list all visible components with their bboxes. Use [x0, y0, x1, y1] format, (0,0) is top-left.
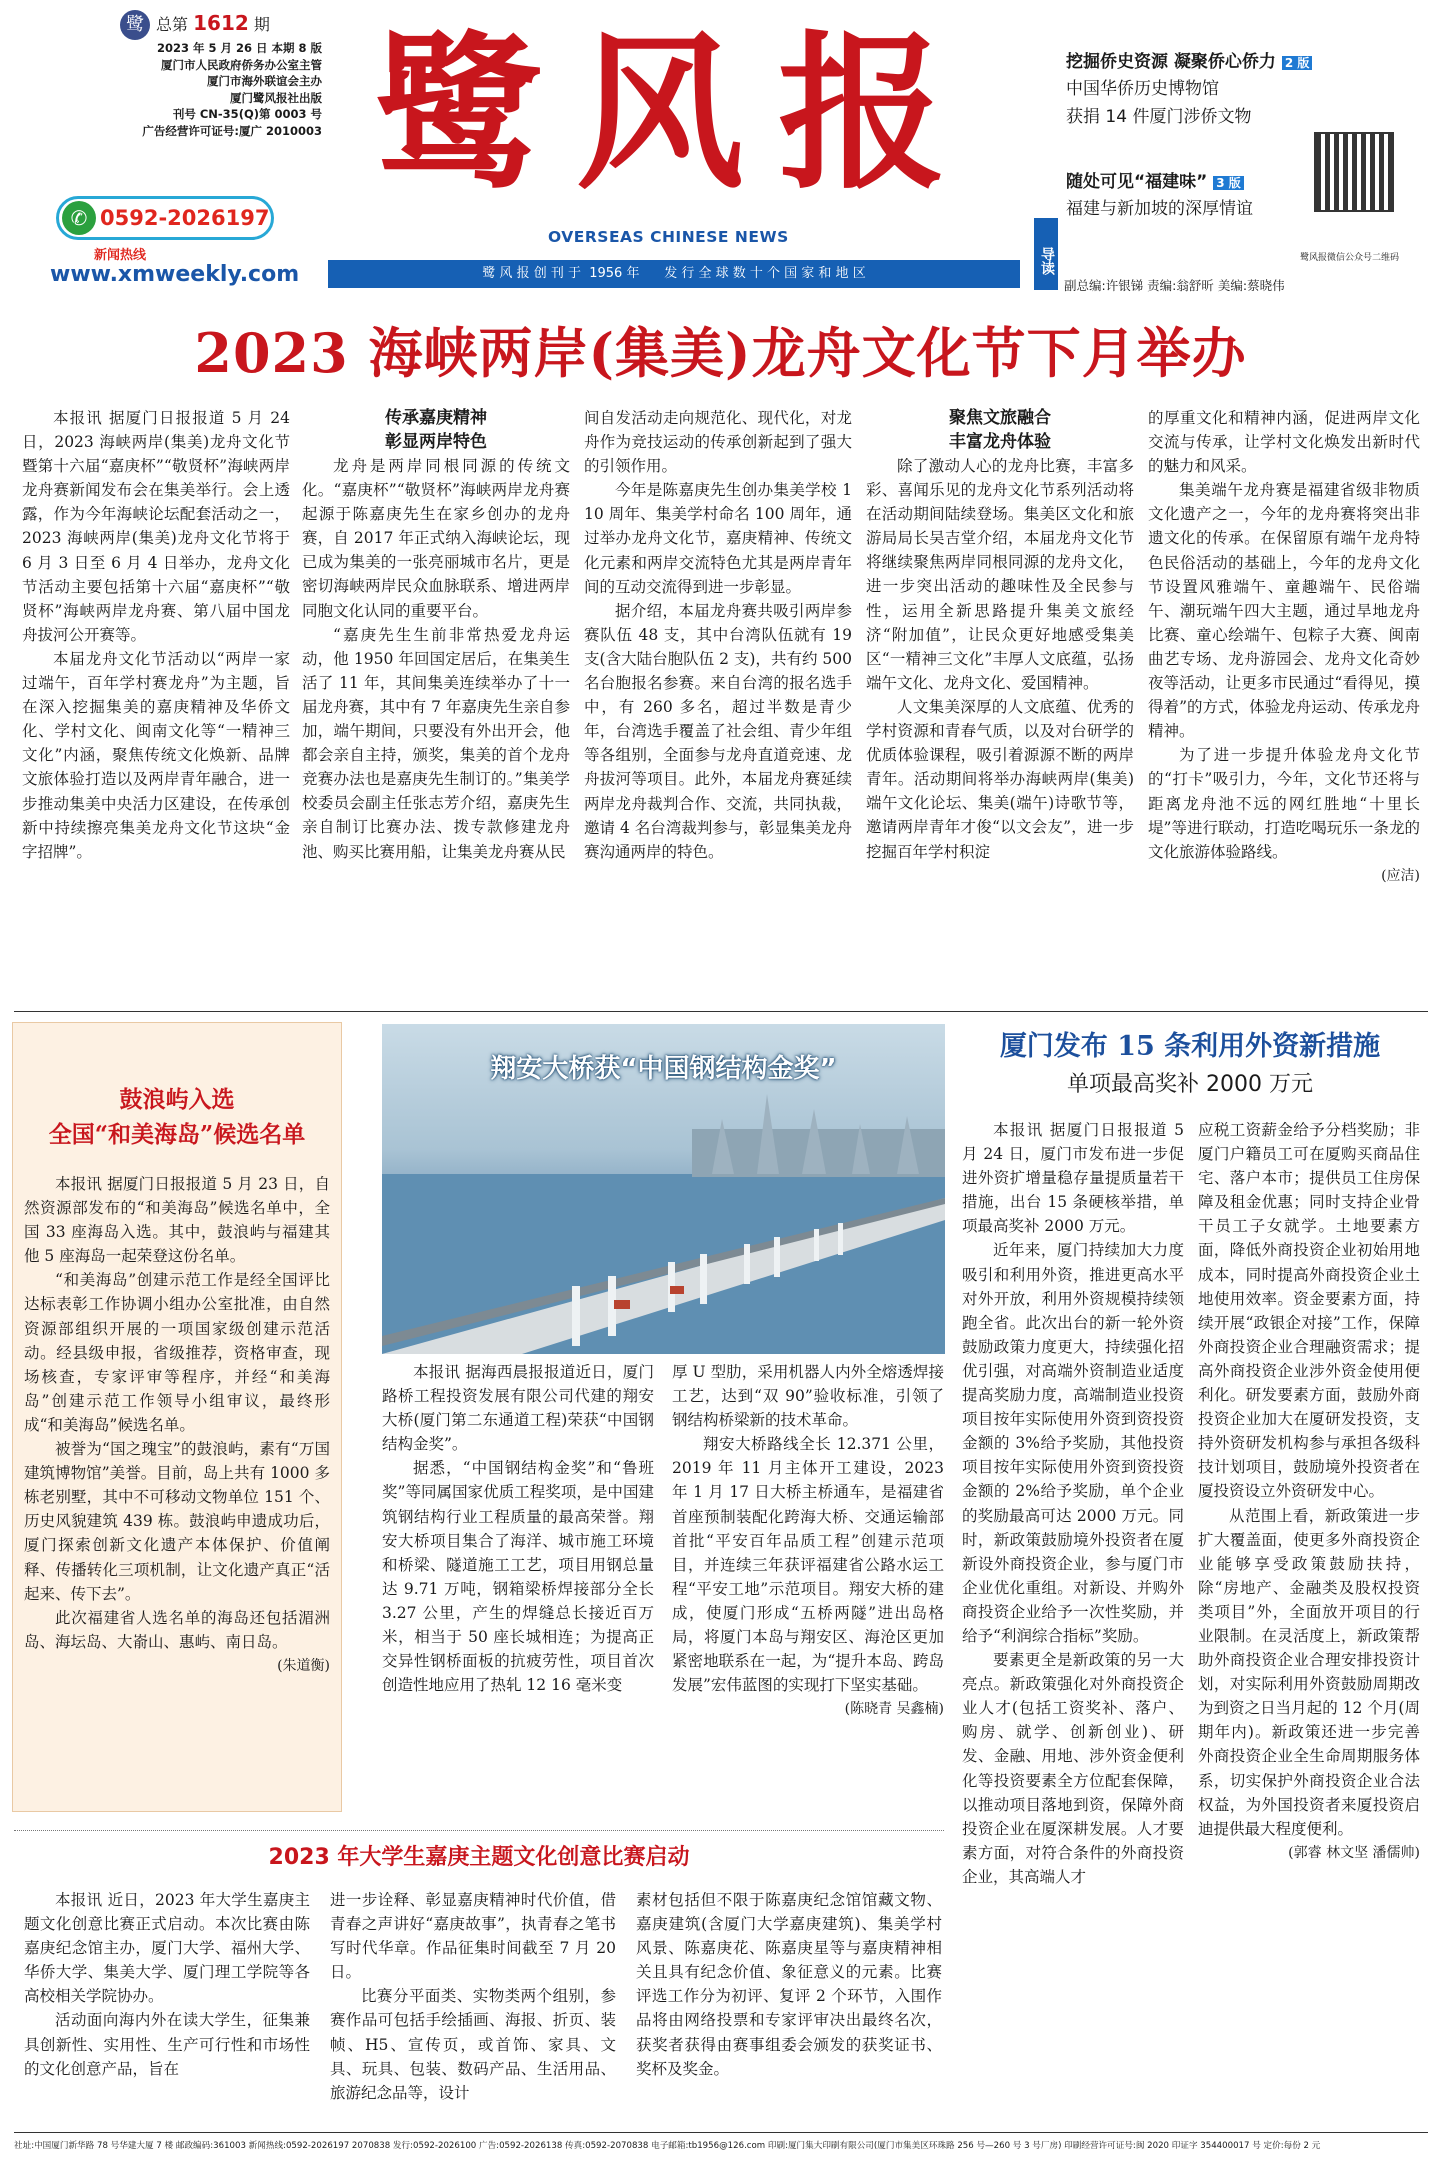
newspaper-title-en: OVERSEAS CHINESE NEWS: [548, 228, 789, 246]
slogan: 鹭 风 报 创 刊 于 1956 年 发 行 全 球 数 十 个 国 家 和 地 区: [482, 266, 866, 281]
lead-paragraph: 除了激动人心的龙舟比赛，丰富多彩、喜闻乐见的龙舟文化节系列活动将在活动期间陆续登场。集美区文化和旅游局局长吴吉堂介绍，本届龙舟文化节将继续聚焦两岸同根同源的龙舟文化，进一步突出活动的趣味性及全民参与性，运用全新思路提升集美文旅经济“附加值”，让民众更好地感受集美区“一精神三文化”丰厚人文底蕴，弘扬端午文化、龙舟文化、爱国精神。: [866, 457, 1134, 692]
lead-subhead-1: 传承嘉庚精神 彰显两岸特色: [385, 408, 487, 452]
guide-item-1-line-1: 中国华侨历史博物馆: [1066, 79, 1219, 99]
lead-paragraph: 龙舟是两岸同根同源的传统文化。“嘉庚杯”“敬贤杯”海峡两岸龙舟赛起源于陈嘉庚先生在家乡创办的龙舟赛，自 2017 年正式纳入海峡论坛，现已成为集美的一张亮丽城市名片，更是密切海峡两岸民众血脉联系、增进两岸同胞文化认同的重要平台。: [302, 457, 570, 620]
contest-paragraph: 素材包括但不限于陈嘉庚纪念馆馆藏文物、嘉庚建筑(含厦门大学嘉庚建筑)、集美学村风景、陈嘉庚花、陈嘉庚星等与嘉庚精神相关且具有纪念价值、象征意义的元素。比赛评选工作分为初评、复评 2 个环节，入围作品将由网络投票和专家评审决出最终名次，获奖者获得由赛事组委会颁发的获奖证书、奖杯及奖金。: [636, 1891, 942, 2078]
lead-paragraph: “嘉庚先生生前非常热爱龙舟运动，他 1950 年回国定居后，在集美生活了 11 年，其间集美连续举办了十一届龙舟赛，其中有 7 年嘉庚先生亲自参加，端午期间，只要没有外出开会，他都会亲自主持，颁奖，集美的首个龙舟竞赛办法也是嘉庚先生制订的。”集美学校委员会副主任张志芳介绍，嘉庚先生亲自制订比赛办法、拨专款修建龙舟池、购买比赛用船，让集美龙舟赛从民: [302, 625, 570, 861]
bridge-paragraph: 本报讯 据海西晨报报道近日，厦门路桥工程投资发展有限公司代建的翔安大桥(厦门第二东通道工程)荣获“中国钢结构金奖”。: [382, 1363, 654, 1454]
contest-rule: [14, 1830, 944, 1831]
gulangyu-paragraph: 此次福建省人选名单的海岛还包括湄洲岛、海坛岛、大嵛山、惠屿、南日岛。: [24, 1608, 330, 1651]
contest-paragraph: 本报讯 近日，2023 年大学生嘉庚主题文化创意比赛正式启动。本次比赛由陈嘉庚纪念馆主办，厦门大学、福州大学、华侨大学、集美大学、厦门理工学院等各高校相关学院协办。: [24, 1891, 310, 2006]
hotline-label: 新闻热线: [94, 248, 147, 263]
editors: 副总编:许银锑 责编:翁舒昕 美编:蔡晓伟: [1064, 278, 1285, 293]
license-number: 刊号 CN-35(Q)第 0003 号: [172, 107, 322, 121]
sponsor-1: 厦门市人民政府侨务办公室主管: [161, 57, 322, 72]
bridge-byline: (陈晓青 吴鑫楠): [844, 1701, 944, 1718]
lead-paragraph: 人文集美深厚的人文底蕴、优秀的学村资源和青春气质，以及对台研学的优质体验课程，吸引着源源不断的两岸青年。活动期间将举办海峡两岸(集美)端午文化论坛、集美(端午)诗歌节等，邀请两岸青年才俊“以文会友”，进一步挖掘百年学村积淀: [866, 697, 1134, 861]
masthead: [0, 0, 1441, 310]
gulangyu-body: [24, 1172, 330, 1678]
invest-title: 厦门发布 15 条利用外资新措施: [999, 1031, 1381, 1062]
invest-paragraph: 本报讯 据厦门日报报道 5 月 24 日，厦门市发布进一步促进外资扩增量稳存量提质量若干措施，出台 15 条硬核举措，单项最高奖补 2000 万元。: [962, 1121, 1184, 1236]
lead-col-2: [302, 406, 570, 864]
guide-item-2-page: 3 版: [1213, 176, 1244, 190]
lead-paragraph: 为了进一步提升体验龙舟文化节的“打卡”吸引力，今年，文化节还将与距离龙舟池不远的网红胜地“十里长堤”等进行联动，打造吃喝玩乐一条龙的文化旅游体验路线。: [1148, 746, 1420, 861]
ad-license: 广告经营许可证号:厦广 2010003: [142, 123, 322, 138]
bridge-paragraph: 翔安大桥路线全长 12.371 公里，2019 年 11 月主体开工建设，2023 年 1 月 17 日大桥主桥通车，是福建省首座预制装配化跨海大桥、交通运输部首批“平安百年品质工程”创建示范项目，并连续三年获评福建省公路水运工程“平安工地”示范项目。翔安大桥的建成，使厦门形成“五桥两隧”进出岛格局，将厦门本岛与翔安区、海沧区更加紧密地联系在一起，为“提升本岛、跨岛发展”宏伟蓝图的实现打下坚实基础。: [672, 1435, 944, 1695]
guide-item-1-line-2: 获捐 14 件厦门涉侨文物: [1066, 107, 1252, 127]
phone-icon: ✆: [62, 201, 96, 235]
gulangyu-paragraph: “和美海岛”创建示范工作是经全国评比达标表彰工作协调小组办公室批准，由自然资源部组织开展的一项国家级创建示范活动。经县级申报，省级推荐，资格审查，现场核查，专家评审等程序，并经“和美海岛”创建示范工作领导小组审议，最终形成“和美海岛”候选名单。: [24, 1271, 330, 1434]
lead-byline: (应洁): [1381, 867, 1420, 884]
guide-item-2-title: 随处可见“福建味”: [1066, 172, 1208, 192]
masthead-emblem: 鹭: [120, 10, 150, 40]
contest-col-1: [24, 1888, 310, 2081]
guide-label: 导读: [1034, 218, 1058, 290]
sponsor-2: 厦门市海外联谊会主办: [207, 74, 322, 88]
contest-paragraph: 比赛分平面类、实物类两个组别，参赛作品可包括手绘插画、海报、折页、装帧、H5、宣传页，或首饰、家具、文具、玩具、包装、数码产品、生活用品、旅游纪念品等，设计: [330, 1987, 616, 2102]
invest-paragraph: 要素更全是新政策的另一大亮点。新政策强化对外商投资企业人才(包括工资奖补、落户、购房、就学、创新创业)、研发、金融、用地、涉外资金便利化等投资要素全方位配套保障，以推动项目落地到资，保障外商投资企业在厦深耕发展。人才要素方面，对符合条件的外商投资企业，其高端人才: [962, 1651, 1184, 1886]
guide-item-2-line-1: 福建与新加坡的深厚情谊: [1066, 199, 1253, 219]
lead-paragraph: 今年是陈嘉庚先生创办集美学校 110 周年、集美学村命名 100 周年，通过举办龙舟文化节，嘉庚精神、传统文化元素和两岸交流特色尤其是两岸青年间的互动交流得到进一步彰显。: [584, 481, 852, 596]
contest-title: 2023 年大学生嘉庚主题文化创意比赛启动: [268, 1845, 690, 1870]
guide-item-1[interactable]: [1066, 50, 1346, 131]
guide-item-1-page: 2 版: [1282, 56, 1313, 70]
lead-col-1: [22, 406, 290, 864]
invest-subtitle: 单项最高奖补 2000 万元: [1067, 1072, 1313, 1097]
website: www.xmweekly.com: [50, 262, 300, 287]
lead-paragraph: 本报讯 据厦门日报报道 5 月 24 日，2023 海峡两岸(集美)龙舟文化节暨第十六届“嘉庚杯”“敬贤杯”海峡两岸龙舟赛新闻发布会在集美举行。会上透露，作为今年海峡论坛配套活动之一，2023 海峡两岸(集美)龙舟文化节将于 6 月 3 日至 6 月 4 日举办，龙舟文化节活动主要包括第十六届“嘉庚杯”“敬贤杯”海峡两岸龙舟赛、第八届中国龙舟拔河公开赛等。: [22, 409, 290, 644]
lead-paragraph: 据介绍，本届龙舟赛共吸引两岸参赛队伍 48 支，其中台湾队伍就有 19 支(含大陆台胞队伍 2 支)，共有约 500 名台胞报名参赛。来自台湾的报名选手中，有 260 多名，超过半数是青少年，台湾选手覆盖了社会组、青少年组等各组别，全面参与龙舟直道竞速、龙舟拔河等项目。此外，本届龙舟赛延续两岸龙舟裁判合作、交流，共同执裁，邀请 4 名台湾裁判参与，彰显集美龙舟赛沟通两岸的特色。: [584, 601, 852, 861]
contest-col-2: [330, 1888, 616, 2105]
bridge-paragraph: 据悉，“中国钢结构金奖”和“鲁班奖”等同属国家优质工程奖项，是中国建筑钢结构行业工程质量的最高荣誉。翔安大桥项目集合了海洋、城市施工环境和桥梁、隧道施工工艺，项目用钢总量达 9.71 万吨，钢箱梁桥焊接部分全长 3.27 公里，产生的焊缝总长接近百万米，相当于 50 座长城相连；为提高正交异性钢桥面板的抗疲劳性，项目首次创造性地应用了热轧 12 16 毫米变: [382, 1459, 654, 1695]
invest-byline: (郭睿 林文坚 潘儒帅): [1288, 1844, 1420, 1861]
contest-paragraph: 活动面向海内外在读大学生，征集兼具创新性、实用性、生产可行性和市场性的文化创意产品，旨在: [24, 2011, 310, 2078]
lead-paragraph: 的厚重文化和精神内涵，促进两岸文化交流与传承，让学村文化焕发出新时代的魅力和风采。: [1148, 409, 1420, 476]
invest-paragraph: 应税工资薪金给予分档奖励；非厦门户籍员工可在厦购买商品住宅、落户本市；提供员工住房保障及租金优惠；同时支持企业骨干员工子女就学。土地要素方面，降低外商投资企业初始用地成本，同时提高外商投资企业土地使用效率。资金要素方面，持续开展“政银企对接”工作，保障外商投资企业合理融资需求；提高外商投资企业涉外资金使用便利化。研发要素方面，鼓励外商投资企业加大在厦研发投资，支持外资研发机构参与承担各级科技计划项目，鼓励境外投资者在厦投资设立外资研发中心。: [1198, 1121, 1420, 1501]
invest-paragraph: 从范围上看，新政策进一步扩大覆盖面，使更多外商投资企业能够享受政策鼓励扶持，除“房地产、金融类及股权投资类项目”外，全面放开项目的行业限制。在灵活度上，新政策帮助外商投资企业合理安排投资计划，对实际利用外资鼓励周期改为到资之日当月起的 12 个月(周期年内)。新政策还进一步完善外商投资企业全生命周期服务体系，切实保护外商投资企业合法权益，为外国投资者来厦投资启迪提供最大程度便利。: [1198, 1506, 1420, 1838]
sponsor-3: 厦门鹭风报社出版: [230, 90, 322, 105]
lead-col-3: [584, 406, 852, 864]
gulangyu-paragraph: 被誉为“国之瑰宝”的鼓浪屿，素有“万国建筑博物馆”美誉。目前，岛上共有 1000 多栋老别墅，其中不可移动文物单位 151 个、历史风貌建筑 439 栋。鼓浪屿申遗成功后，厦门探索创新文化遗产本体保护、价值阐释、传播转化三项机制，让文化遗产真正“活起来、传下去”。: [24, 1440, 330, 1603]
gulangyu-paragraph: 本报讯 据厦门日报报道 5 月 23 日，自然资源部发布的“和美海岛”候选名单中，全国 33 座海岛入选。其中，鼓浪屿与福建其他 5 座海岛一起荣登这份名单。: [24, 1175, 330, 1266]
lead-col-4: [866, 406, 1134, 864]
gulangyu-byline: (朱道衡): [277, 1657, 330, 1674]
newspaper-title: 鹭风报: [374, 14, 980, 212]
date-line: 2023 年 5 月 26 日 本期 8 版: [156, 41, 322, 55]
contest-paragraph: 进一步诠释、彰显嘉庚精神时代价值，借青春之声讲好“嘉庚故事”，执青春之笔书写时代华章。作品征集时间截至 7 月 20 日。: [330, 1891, 616, 1982]
invest-col-1: [962, 1118, 1184, 1889]
qr-code[interactable]: [1314, 132, 1394, 212]
lead-subhead-2: 聚焦文旅融合 丰富龙舟体验: [949, 408, 1051, 452]
bridge-col-2: [672, 1360, 944, 1721]
lead-paragraph: 间自发活动走向规范化、现代化，对龙舟作为竞技运动的传承创新起到了强大的引领作用。: [584, 409, 852, 476]
qr-caption: 鹭风报微信公众号二维码: [1300, 253, 1400, 263]
lead-paragraph: 本届龙舟文化节活动以“两岸一家过端午，百年学村赛龙舟”为主题，旨在深入挖掘集美的嘉庚精神及华侨文化、学村文化、闽南文化等“一精神三文化”内涵，聚焦传统文化焕新、品牌文旅体验打造以及两岸青年融合，进一步推动集美中央活力区建设，在传承创新中持续擦亮集美龙舟文化节这块“金字招牌”。: [22, 649, 290, 861]
section-divider: [14, 1011, 1428, 1012]
bridge-col-1: [382, 1360, 654, 1697]
invest-col-2: [1198, 1118, 1420, 1865]
lead-headline: 2023 海峡两岸(集美)龙舟文化节下月举办: [194, 321, 1247, 385]
guide-item-1-title: 挖掘侨史资源 凝聚侨心侨力: [1066, 52, 1276, 72]
footer-rule: [14, 2132, 1428, 2133]
gulangyu-title: 鼓浪屿入选 全国“和美海岛”候选名单: [48, 1086, 306, 1148]
bridge-paragraph: 厚 U 型肋，采用机器人内外全熔透焊接工艺，达到“双 90”验收标准，引领了钢结构桥梁新的技术革命。: [672, 1363, 944, 1430]
invest-paragraph: 近年来，厦门持续加大力度吸引和利用外资，推进更高水平对外开放，利用外资规模持续领跑全省。此次出台的新一轮外资鼓励政策力度更大，持续强化招优引强，对高端外资制造业适度提高奖励力度，高端制造业投资项目按年实际使用外资到资投资金额的 3%给予奖励，其他投资项目按年实际使用外资到资投资金额的 2%给予奖励，单个企业的奖励最高可达 2000 万元。同时，新政策鼓励境外投资者在厦新设外商投资企业，参与厦门市企业优化重组。对新设、并购外商投资企业给予一次性奖励，并给予“利润综合指标”奖励。: [962, 1241, 1184, 1645]
issue-number: 总第 1612 期: [156, 11, 270, 35]
bridge-title: 翔安大桥获“中国钢结构金奖”: [490, 1054, 837, 1084]
publication-info: [94, 40, 322, 139]
hotline-phone: 0592-2026197: [100, 206, 270, 230]
contest-col-3: [636, 1888, 942, 2081]
footer-info: 社址:中国厦门新华路 78 号华建大厦 7 楼 邮政编码:361003 新闻热线:0592-2026197 2070838 发行:0592-2026100 广告:0592-2026138 传真:0592-2070838 电子邮箱:tb1956@126.com 印刷:厦门集大印刷有限公司(厦门市集美区环珠路 256 号—260 号 3 号厂房) 印刷经营许可证号:闽 2020 印证字 354400017 号 定价:每份 2 元: [14, 2141, 1321, 2151]
lead-col-5: [1148, 406, 1420, 888]
lead-paragraph: 集美端午龙舟赛是福建省级非物质文化遗产之一，今年的龙舟赛将突出非遗文化的传承。在保留原有端午龙舟特色民俗活动的基础上，今年的龙舟文化节设置风雅端午、童趣端午、民俗端午、潮玩端午四大主题，通过旱地龙舟比赛、童心绘端午、包粽子大赛、闽南曲艺专场、龙舟游园会、龙舟文化奇妙夜等活动，让更多市民通过“看得见，摸得着”的方式，体验龙舟运动、传承龙舟精神。: [1148, 481, 1420, 741]
